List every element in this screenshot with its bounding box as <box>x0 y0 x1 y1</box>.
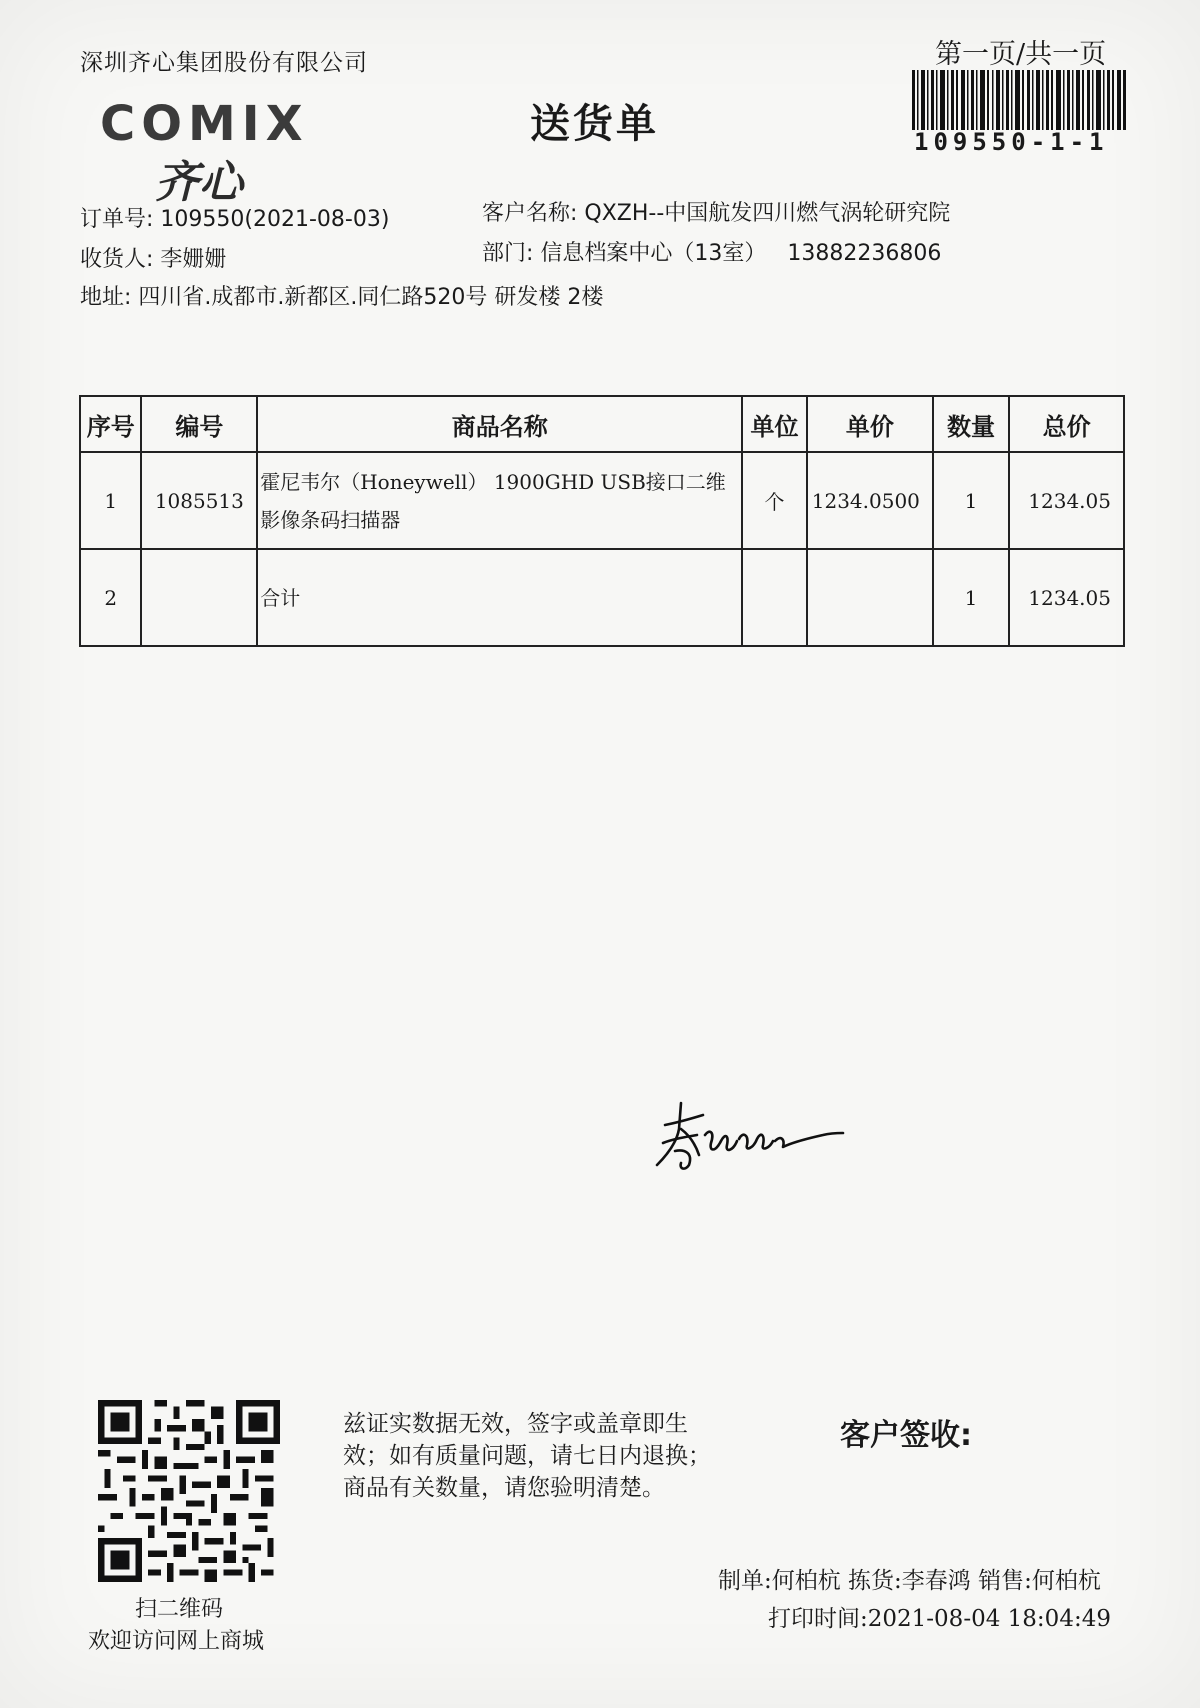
product-name-line1: 霍尼韦尔（Honeywell） 1900GHD USB接口二维 <box>260 469 726 494</box>
cell-code <box>141 549 257 646</box>
comix-logo: COMIX <box>100 96 309 152</box>
receiver-label: 收货人: <box>80 247 154 272</box>
customer-name <box>482 196 950 227</box>
cell-code: 1085513 <box>141 452 257 549</box>
document-title: 送货单 <box>530 101 659 147</box>
header-seq: 序号 <box>80 396 141 452</box>
cell-quantity: 1 <box>933 549 1009 646</box>
header-unit-price: 单价 <box>807 396 933 452</box>
customer-name-label: 客户名称: <box>482 201 578 226</box>
cell-product-name <box>257 549 742 646</box>
qr-caption-shop: 欢迎访问网上商城 <box>88 1629 265 1654</box>
product-name-line1: 合计 <box>260 585 301 610</box>
header-unit: 单位 <box>742 396 806 452</box>
table-row <box>80 549 1124 646</box>
department-value: 信息档案中心（13室） <box>540 241 767 266</box>
barcode-image <box>912 70 1127 130</box>
table-header-row <box>80 396 1124 452</box>
cell-total: 1234.05 <box>1009 549 1124 646</box>
receiver-value: 李姗姗 <box>160 247 227 272</box>
notice-line: 兹证实数据无效，签字或盖章即生 <box>343 1411 688 1437</box>
header-total: 总价 <box>1009 396 1124 452</box>
address <box>80 280 603 311</box>
notice-text <box>343 1408 763 1504</box>
header-product-name: 商品名称 <box>257 396 742 452</box>
header-code: 编号 <box>141 396 257 452</box>
department-label: 部门: <box>482 241 534 266</box>
receiver <box>80 242 226 273</box>
notice-line: 效；如有质量问题，请七日内退换； <box>343 1443 711 1469</box>
items-table <box>79 395 1125 647</box>
cell-quantity: 1 <box>933 452 1009 549</box>
customer-name-value: QXZH--中国航发四川燃气涡轮研究院 <box>584 201 951 226</box>
staff-line: 制单:何柏杭 拣货:李春鸿 销售:何柏杭 <box>718 1568 1101 1594</box>
department <box>482 236 941 267</box>
header-quantity: 数量 <box>933 396 1009 452</box>
cell-product-name <box>257 452 742 549</box>
cell-seq: 2 <box>80 549 141 646</box>
customer-signature-label: 客户签收: <box>840 1418 972 1453</box>
cell-unit-price: 1234.0500 <box>807 452 933 549</box>
company-name: 深圳齐心集团股份有限公司 <box>80 50 368 76</box>
notice-line: 商品有关数量，请您验明清楚。 <box>343 1475 665 1501</box>
qr-caption-scan: 扫二维码 <box>135 1597 224 1622</box>
cell-unit: 个 <box>742 452 806 549</box>
order-number <box>80 202 389 233</box>
print-time: 打印时间:2021-08-04 18:04:49 <box>768 1606 1111 1632</box>
cell-unit-price <box>807 549 933 646</box>
address-value: 四川省.成都市.新都区.同仁路520号 研发楼 2楼 <box>138 285 604 310</box>
handwritten-signature <box>645 1095 845 1175</box>
cell-seq: 1 <box>80 452 141 549</box>
cell-total: 1234.05 <box>1009 452 1124 549</box>
order-number-label: 订单号: <box>80 207 154 232</box>
department-phone: 13882236806 <box>787 241 942 266</box>
qixin-logo: 齐心 <box>155 157 243 208</box>
order-number-value: 109550(2021-08-03) <box>160 207 390 232</box>
product-name-line2: 影像条码扫描器 <box>260 507 401 532</box>
qr-code-image <box>98 1400 280 1582</box>
barcode-number: 109550-1-1 <box>914 128 1109 156</box>
page-indicator: 第一页/共一页 <box>935 39 1107 70</box>
table-row <box>80 452 1124 549</box>
cell-unit <box>742 549 806 646</box>
address-label: 地址: <box>80 285 132 310</box>
